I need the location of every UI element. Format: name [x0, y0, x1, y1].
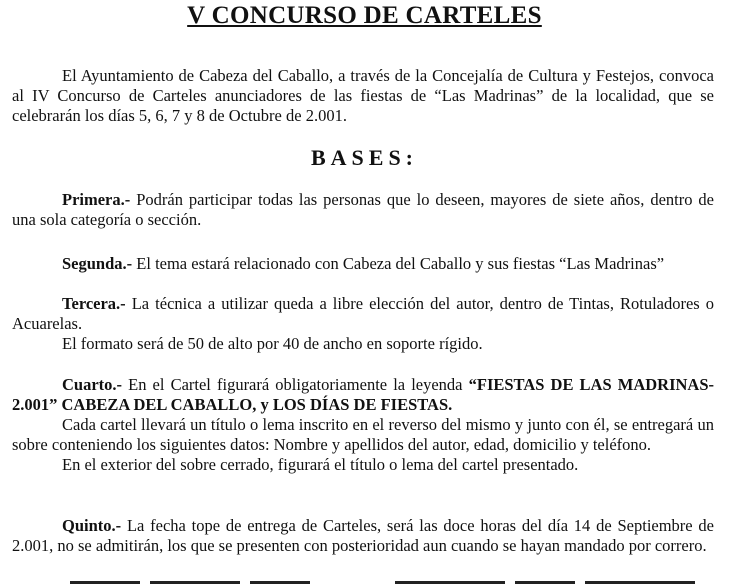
rule-tercera-format: El formato será de 50 de alto por 40 de ancho en soporte rígido. [62, 334, 483, 353]
document-title: V CONCURSO DE CARTELES [187, 2, 542, 29]
intro-text: El Ayuntamiento de Cabeza del Caballo, a través de la Concejalía de Cultura y Festejos, convoca al IV Concurso de Carteles anunciadores de las fiestas de “Las Madrinas” de la localidad, que se celebrarán los días 5, 6, 7 y 8 de Octubre de 2.001. [12, 66, 714, 125]
rule-quinto [12, 516, 714, 556]
rule-cuarto [12, 375, 714, 475]
rule-tercera-paragraph [12, 294, 714, 334]
rule-segunda-label: Segunda.- [62, 254, 133, 273]
rule-tercera-text: La técnica a utilizar queda a libre elección del autor, dentro de Tintas, Rotuladores o Acuarelas. [12, 294, 714, 333]
rule-cuarto-label: Cuarto.- [62, 375, 123, 394]
rule-cuarto-paragraph [12, 375, 714, 415]
rule-quinto-text: La fecha tope de entrega de Carteles, será las doce horas del día 14 de Septiembre de 2.001, no se admitirán, los que se presenten con posterioridad aun cuando se hayan mandado por correro. [12, 516, 714, 555]
rule-primera-paragraph [12, 190, 714, 230]
rule-tercera [12, 294, 714, 354]
rule-tercera-label: Tercera.- [62, 294, 126, 313]
bases-heading: BASES: [310, 145, 419, 170]
rule-segunda [12, 254, 714, 274]
cut-off-next-line [0, 578, 729, 585]
rule-cuarto-envelope: Cada cartel llevará un título o lema inscrito en el reverso del mismo y junto con él, se entregará un sobre conteniendo los siguientes datos: Nombre y apellidos del autor, edad, domicilio y teléfono. [12, 415, 714, 454]
rule-primera-text: Podrán participar todas las personas que lo deseen, mayores de siete años, dentro de una sola categoría o sección. [12, 190, 714, 229]
rule-cuarto-text: En el Cartel figurará obligatoriamente la leyenda [122, 375, 469, 394]
intro-paragraph [12, 66, 714, 126]
rule-primera-label: Primera.- [62, 190, 131, 209]
rule-segunda-text: El tema estará relacionado con Cabeza del Caballo y sus fiestas “Las Madrinas” [132, 254, 665, 273]
rule-segunda-paragraph [12, 254, 714, 274]
rule-cuarto-legend: “FIESTAS DE LAS MADRINAS-2.001” CABEZA DEL CABALLO, y LOS DÍAS DE FIESTAS. [12, 375, 714, 414]
rule-primera [12, 190, 714, 230]
rule-quinto-label: Quinto.- [62, 516, 122, 535]
rule-quinto-paragraph [12, 516, 714, 556]
rule-cuarto-exterior: En el exterior del sobre cerrado, figurará el título o lema del cartel presentado. [62, 455, 579, 474]
